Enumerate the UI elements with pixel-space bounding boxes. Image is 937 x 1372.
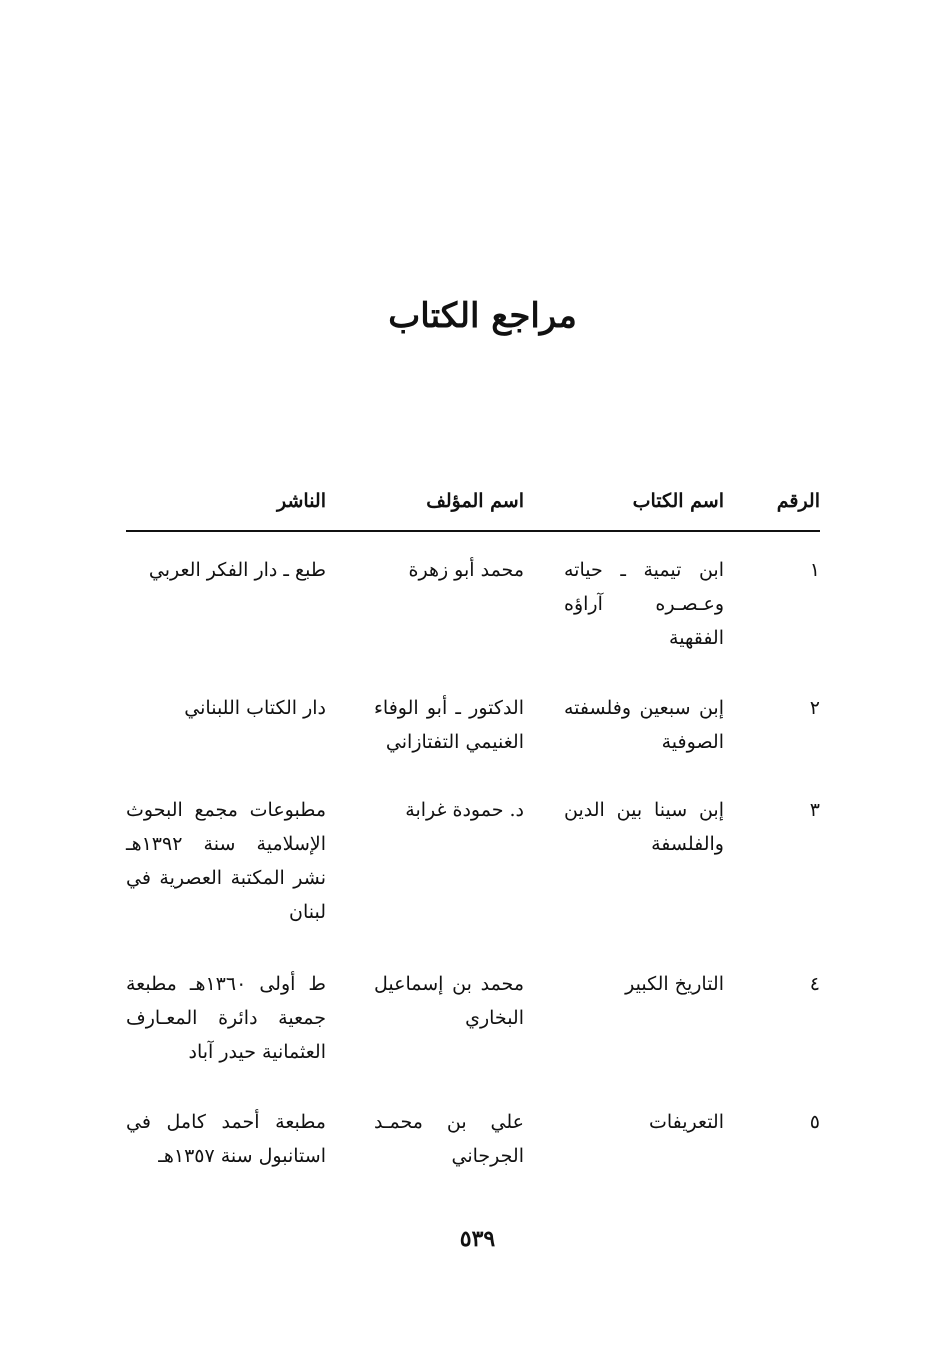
row-author: علي بن محمـد الجرجاني <box>374 1111 524 1167</box>
references-table-header <box>126 482 820 526</box>
row-publisher: ط أولى ١٣٦٠هـ مطبعة جمعية دائرة المعـارف العثمانية حيدر آباد <box>126 973 326 1063</box>
table-row <box>126 553 820 691</box>
row-number: ٤ <box>809 973 820 995</box>
table-header-row <box>126 482 820 526</box>
header-number: الرقم <box>776 490 820 512</box>
row-author: الدكتور ـ أبو الوفاء الغنيمي التفتازاني <box>374 697 524 753</box>
row-author: محمد أبو زهرة <box>408 559 524 581</box>
row-publisher: مطبوعات مجمع البحوث الإسلامية سنة ١٣٩٢هـ نشر المكتبة العصرية في لبنان <box>126 799 326 923</box>
row-number: ٢ <box>809 697 820 719</box>
table-row <box>126 1105 820 1185</box>
page-title: مراجع الكتاب <box>388 296 577 336</box>
row-publisher: دار الكتاب اللبناني <box>184 697 326 719</box>
page-number: ٥٣٩ <box>459 1226 496 1252</box>
header-divider <box>126 530 820 532</box>
references-table-body <box>126 553 820 1185</box>
row-number: ٣ <box>809 799 820 821</box>
row-book: إبن سينا بين الدين والفلسفة <box>564 799 724 855</box>
table-row <box>126 793 820 967</box>
row-book: ابن تيمية ـ حياته وعـصـره آراؤه الفقهية <box>564 559 724 649</box>
row-publisher: مطبعة أحمد كامل في استانبول سنة ١٣٥٧هـ <box>126 1111 326 1167</box>
row-author: محمد بن إسماعيل البخاري <box>374 973 524 1029</box>
row-book: التعريفات <box>648 1111 724 1133</box>
table-row <box>126 691 820 793</box>
header-publisher: الناشر <box>277 490 326 512</box>
row-book: التاريخ الكبير <box>625 973 724 995</box>
header-book-name: اسم الكتاب <box>632 490 724 512</box>
row-book: إبن سبعين وفلسفته الصوفية <box>564 697 724 753</box>
table-row <box>126 967 820 1105</box>
row-publisher: طبع ـ دار الفكر العربي <box>148 559 326 581</box>
header-author-name: اسم المؤلف <box>426 490 524 512</box>
row-author: د. حمودة غرابة <box>405 799 524 821</box>
row-number: ٥ <box>809 1111 820 1133</box>
row-number: ١ <box>809 559 820 581</box>
